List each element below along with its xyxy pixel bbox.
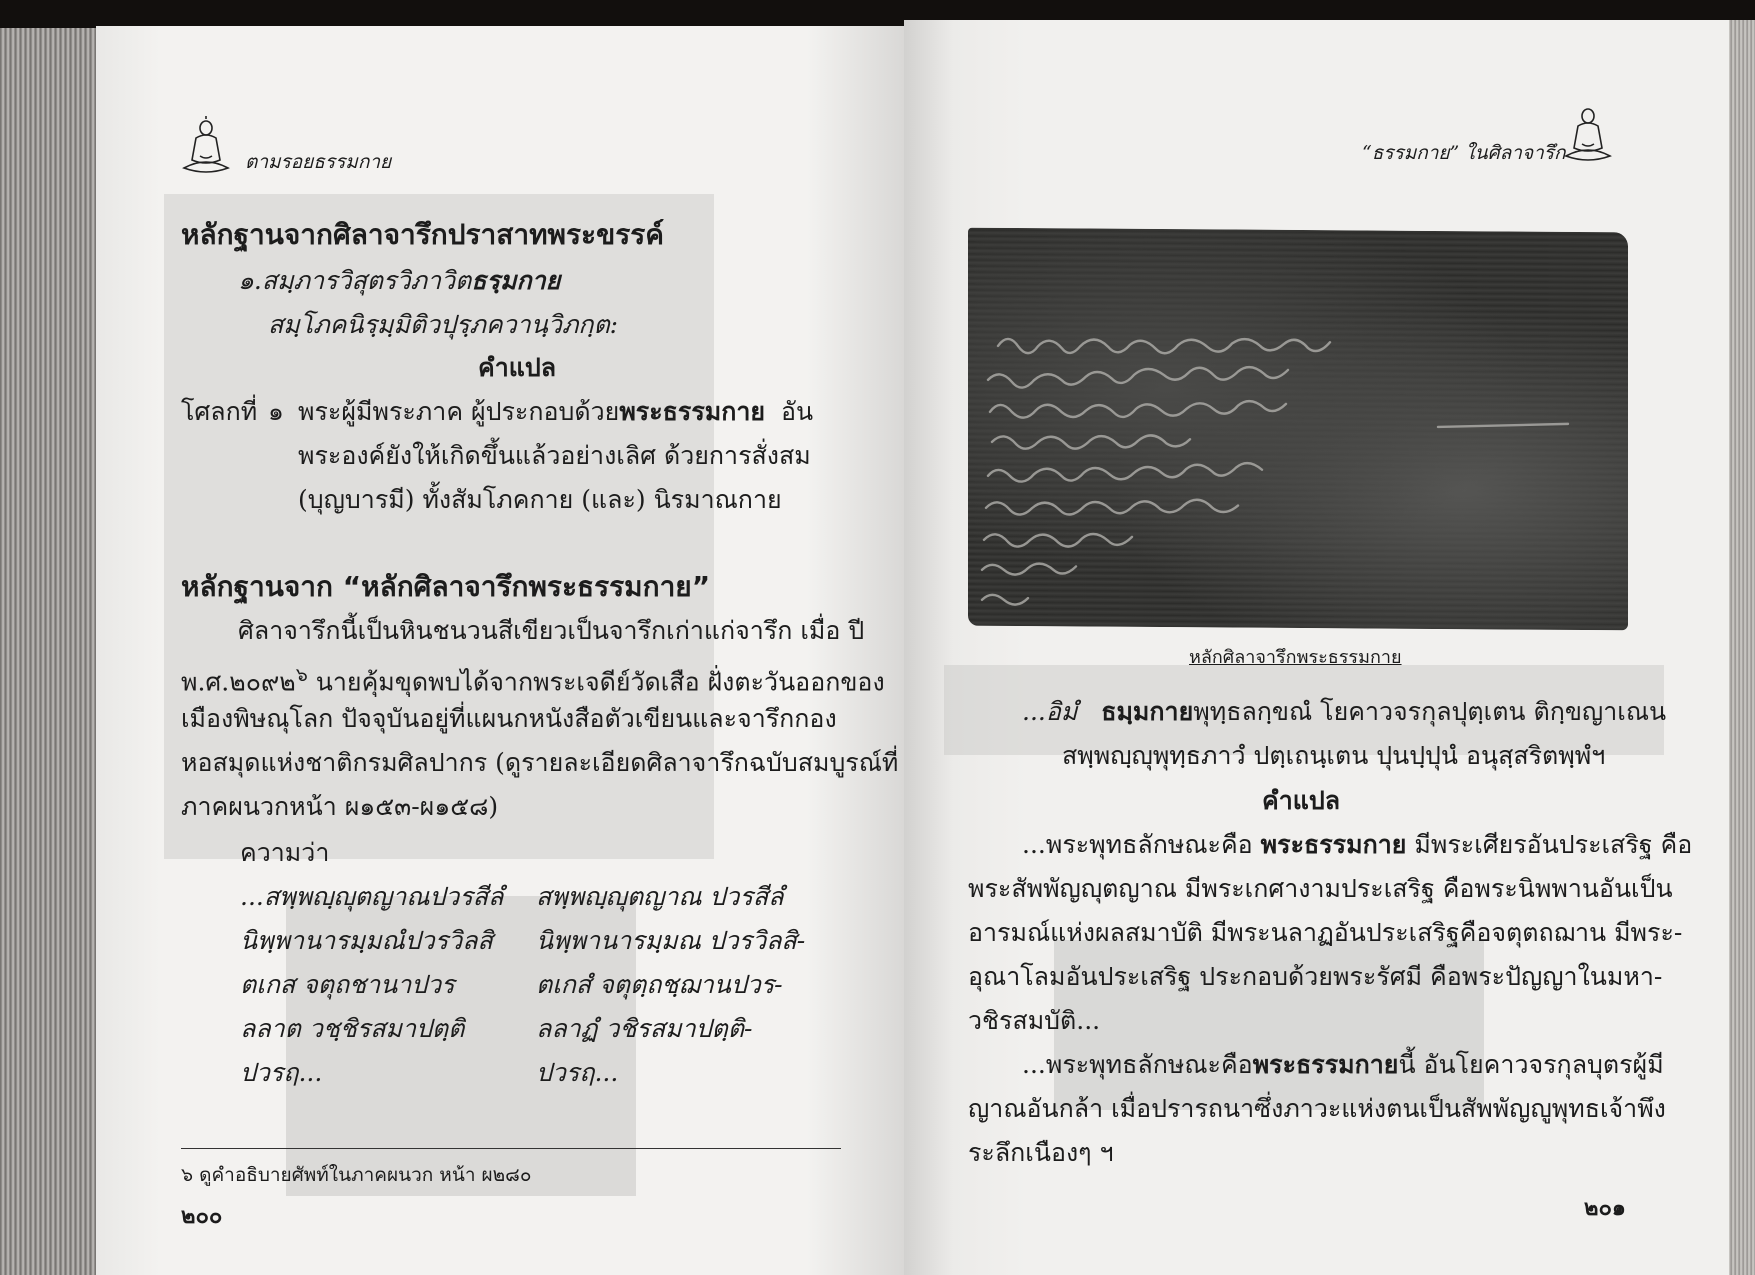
pali-line-1-a: ...อิมํ (1022, 697, 1078, 726)
para-line-3: เมืองพิษณุโลก ปัจจุบันอยู่ที่แผนกหนังสือตัวเขียนและจารึกกอง (181, 704, 837, 733)
meaning-label: ความว่า (240, 838, 330, 867)
para2-line-2: ญาณอันกล้า เมื่อปรารถนาซึ่งภาวะแห่งตนเป็นสัพพัญญูพุทธเจ้าพึง (968, 1094, 1666, 1123)
para1-line-3: อารมณ์แห่งผลสมาบัติ มีพระนลาฏอันประเสริฐคือจตุตถฌาน มีพระ- (968, 918, 1683, 947)
sloka-line-1-bold: พระธรรมกาย (619, 397, 766, 426)
translation-label-left: คำแปล (478, 353, 557, 382)
col1-line-2: นิพฺพานารมฺมณํปวรวิลสิ (240, 926, 493, 955)
verse-line-2: สมฺโภคนิรฺมฺมิติวปุรฺภควานฺวิภกฺต: (268, 310, 619, 339)
verse-line-1 (238, 266, 560, 296)
page-number-left: ๒๐๐ (181, 1203, 223, 1229)
para2-line-1-bold: พระธรรมกาย (1252, 1050, 1399, 1079)
col1-line-1: ...สพฺพญฺญุตญาณปวรสีลํ (240, 882, 504, 911)
translation-label-right: คำแปล (1262, 786, 1341, 815)
para-line-2-rest: นายคุ้มขุดพบได้จากพระเจดีย์วัดเสือ ฝั่งตะวันออกของ (307, 667, 885, 697)
para2-line-1-c: นี้ อันโยคาวจรกุลบุตรผู้มี (1398, 1050, 1664, 1079)
footnote-text: ๖ ดูคำอธิบายศัพท์ในภาคผนวก หน้า ผ๒๘๐ (181, 1164, 532, 1186)
para1-line-2: พระสัพพัญญุตญาณ มีพระเกศางามประเสริฐ คือพระนิพพานอันเป็น (968, 874, 1673, 903)
para1-line-1 (1022, 830, 1692, 860)
para1-line-1-c: มีพระเศียรอันประเสริฐ คือ (1414, 830, 1693, 859)
col1-line-4: ลลาต วชฺชิรสมาปตฺติ (240, 1014, 465, 1043)
sloka-line-2: พระองค์ยังให้เกิดขึ้นแล้วอย่างเลิศ ด้วยการสั่งสม (298, 441, 811, 470)
col2-line-1: สพฺพญฺญุตญาณ ปวรสีลํ (536, 882, 784, 911)
pali-line-1-bold: ธมฺมกาย (1101, 697, 1194, 726)
sloka-line-3: (บุญบารมี) ทั้งสัมโภคกาย (และ) นิรมาณกาย (298, 485, 782, 514)
pali-line-1 (1022, 697, 1666, 727)
para1-line-1-bold: พระธรรมกาย (1260, 830, 1407, 859)
sloka-label: โศลกที่ (181, 397, 258, 426)
para2-line-3: ระลึกเนืองๆ ฯ (968, 1138, 1114, 1167)
col2-line-5: ปวรฤ... (536, 1058, 619, 1087)
heading-prasat-phra-khan: หลักฐานจากศิลาจารึกปราสาทพระขรรค์ (181, 218, 665, 251)
sloka-line-1-a: พระผู้มีพระภาค ผู้ประกอบด้วย (298, 397, 620, 426)
para-line-4: หอสมุดแห่งชาติกรมศิลปากร (ดูรายละเอียดศิลาจารึกฉบับสมบูรณ์ที่ (181, 748, 899, 777)
inscription-script-marks (968, 228, 1628, 631)
verse-line-1-text: ๑.สมฺภารวิสุตรวิภาวิต (238, 266, 472, 295)
para2-line-1-a: ...พระพุทธลักษณะคือ (1022, 1050, 1253, 1079)
photo-caption: หลักศิลาจารึกพระธรรมกาย (1189, 647, 1402, 668)
running-head-left: ตามรอยธรรมกาย (245, 151, 392, 173)
col2-line-4: ลลาฏํ วชิรสมาปตฺติ- (536, 1014, 753, 1043)
book-page-edges-left (0, 28, 98, 1275)
verse-line-1-bold: ธรฺมกาย (471, 266, 561, 295)
para-line-2 (181, 660, 885, 697)
para1-line-1-a: ...พระพุทธลักษณะคือ (1022, 830, 1253, 859)
col2-line-2: นิพฺพานารมฺมณ ปวรวิลสิ- (536, 926, 806, 955)
para1-line-4: อุณาโลมอันประเสริฐ ประกอบด้วยพระรัศมี คือพระปัญญาในมหา- (968, 962, 1663, 991)
para-line-5: ภาคผนวกหน้า ผ๑๕๓-ผ๑๕๘) (181, 792, 499, 821)
buddha-icon (180, 116, 232, 178)
sloka-number: ๑ (268, 397, 284, 426)
para-line-1: ศิลาจารึกนี้เป็นหินชนวนสีเขียวเป็นจารึกเก่าแก่จารึก เมื่อ ปี (238, 616, 865, 645)
running-head-right: “ธรรมกาย” ในศิลาจารึก (1362, 142, 1566, 164)
footnote-ref: ๖ (295, 664, 308, 686)
col2-line-3: ตเกสํ จตุตฺถชฺฌานปวร- (536, 970, 783, 999)
col1-line-5: ปวรฤ... (240, 1058, 323, 1087)
left-page (96, 26, 904, 1275)
heading-inscription-evidence: หลักฐานจาก “หลักศิลาจารึกพระธรรมกาย” (181, 570, 711, 603)
footnote-rule (181, 1148, 841, 1149)
buddha-icon-right (1562, 104, 1614, 166)
pali-line-1-c: พุทฺธลกฺขณํ โยคาวจรกุลปุตฺเตน ติกฺขญาเณน (1193, 697, 1667, 726)
stone-inscription-photo (968, 228, 1628, 631)
sloka-line-1 (298, 397, 813, 427)
para-line-2-date: พ.ศ.๒๐๙๒ (181, 667, 296, 697)
page-number-right: ๒๐๑ (1584, 1195, 1626, 1221)
book-page-edges-right (1727, 20, 1755, 1275)
para1-line-5: วชิรสมบัติ... (968, 1006, 1101, 1035)
para2-line-1 (1022, 1050, 1664, 1080)
col1-line-3: ตเกส จตุถชานาปวร (240, 970, 455, 999)
sloka-line-1-c: อัน (780, 397, 814, 426)
pali-line-2: สพฺพญฺญุพุทฺธภาวํ ปตฺเถนฺเตน ปุนปฺปุนํ อนุสฺสริตพฺพํฯ (1062, 741, 1606, 770)
